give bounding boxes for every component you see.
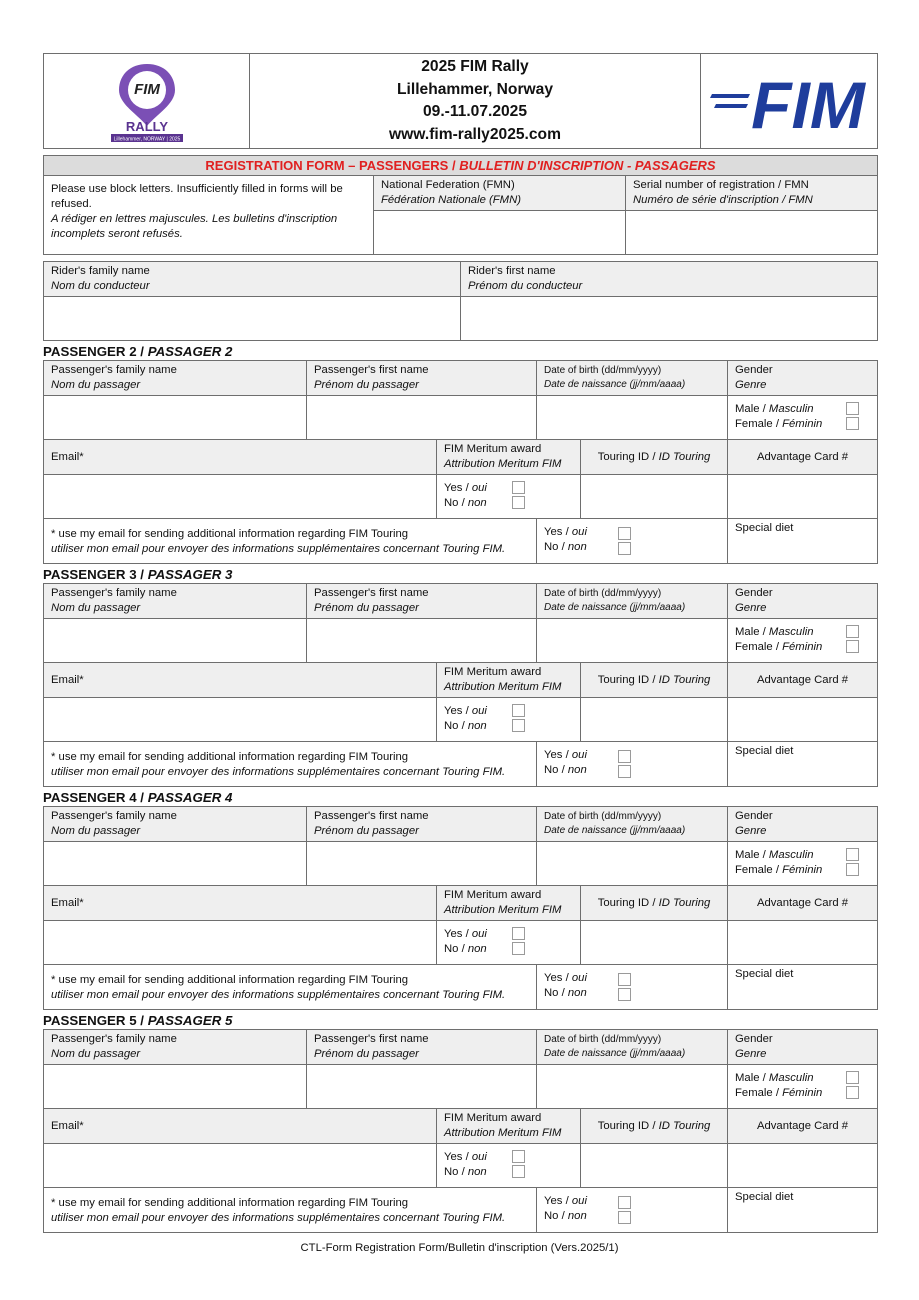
form-title: REGISTRATION FORM – PASSENGERS / BULLETIN D'INSCRIPTION - PASSAGERS bbox=[44, 156, 878, 176]
rally-logo-cell bbox=[44, 54, 250, 149]
fim-logo bbox=[701, 57, 877, 145]
passenger-table bbox=[43, 806, 878, 1010]
date-of-birth-field[interactable] bbox=[537, 842, 728, 886]
passenger-family-name-label: Passenger's family name Nom du passager bbox=[44, 807, 307, 842]
advantage-card-label: Advantage Card # bbox=[728, 663, 878, 698]
consent-no-checkbox[interactable] bbox=[618, 988, 631, 1001]
event-location: Lillehammer, Norway bbox=[397, 80, 553, 98]
advantage-card-field[interactable] bbox=[728, 698, 878, 742]
touring-id-field[interactable] bbox=[581, 921, 728, 965]
passenger-first-name-label: Passenger's first name Prénom du passager bbox=[307, 584, 537, 619]
passenger-table bbox=[43, 583, 878, 787]
special-diet-field[interactable] bbox=[728, 742, 878, 787]
meritum-award-label: FIM Meritum award Attribution Meritum FIM bbox=[437, 440, 581, 475]
special-diet-field[interactable] bbox=[728, 1188, 878, 1233]
email-label: Email* bbox=[44, 663, 437, 698]
special-diet-field[interactable] bbox=[728, 519, 878, 564]
male-checkbox[interactable] bbox=[846, 1071, 859, 1084]
female-checkbox[interactable] bbox=[846, 417, 859, 430]
passenger-family-name-field[interactable] bbox=[44, 396, 307, 440]
female-checkbox[interactable] bbox=[846, 863, 859, 876]
instructions-en: Please use block letters. Insufficiently filled in forms will be refused. bbox=[51, 183, 343, 210]
gender-options: Male / Masculin Female / Féminin bbox=[728, 842, 878, 886]
email-consent-options: Yes / oui No / non bbox=[537, 1188, 728, 1233]
special-diet-field[interactable] bbox=[728, 965, 878, 1010]
touring-id-field[interactable] bbox=[581, 1144, 728, 1188]
advantage-card-label: Advantage Card # bbox=[728, 886, 878, 921]
gender-label: Gender Genre bbox=[728, 807, 878, 842]
meritum-yes-checkbox[interactable] bbox=[512, 1150, 525, 1163]
meritum-no-checkbox[interactable] bbox=[512, 942, 525, 955]
meritum-yes-checkbox[interactable] bbox=[512, 704, 525, 717]
date-of-birth-field[interactable] bbox=[537, 396, 728, 440]
meritum-award-options: Yes / oui No / non bbox=[437, 1144, 581, 1188]
passenger-family-name-field[interactable] bbox=[44, 619, 307, 663]
touring-id-field[interactable] bbox=[581, 475, 728, 519]
passenger-first-name-field[interactable] bbox=[307, 619, 537, 663]
meritum-award-options: Yes / oui No / non bbox=[437, 921, 581, 965]
email-field[interactable] bbox=[44, 698, 437, 742]
email-field[interactable] bbox=[44, 921, 437, 965]
consent-no-checkbox[interactable] bbox=[618, 542, 631, 555]
email-label: Email* bbox=[44, 886, 437, 921]
consent-no-checkbox[interactable] bbox=[618, 1211, 631, 1224]
passengers-container bbox=[43, 343, 877, 1233]
passenger-heading: PASSENGER 2 / PASSAGER 2 bbox=[43, 344, 233, 359]
advantage-card-field[interactable] bbox=[728, 921, 878, 965]
meritum-no-checkbox[interactable] bbox=[512, 1165, 525, 1178]
serial-number-label: Serial number of registration / FMN Numéro de série d'inscription / FMN bbox=[626, 176, 878, 211]
touring-id-label: Touring ID / ID Touring bbox=[581, 663, 728, 698]
passenger-family-name-label: Passenger's family name Nom du passager bbox=[44, 1030, 307, 1065]
svg-text:Lillehammer, NORWAY | 2025: Lillehammer, NORWAY | 2025 bbox=[113, 136, 180, 142]
male-checkbox[interactable] bbox=[846, 625, 859, 638]
header-table bbox=[43, 53, 878, 149]
registration-info-table bbox=[43, 155, 878, 255]
passenger-first-name-label: Passenger's first name Prénom du passager bbox=[307, 1030, 537, 1065]
special-diet-label: Special diet bbox=[735, 968, 794, 980]
special-diet-label: Special diet bbox=[735, 1191, 794, 1203]
event-name: 2025 FIM Rally bbox=[421, 58, 529, 75]
passenger-family-name-field[interactable] bbox=[44, 1065, 307, 1109]
consent-yes-checkbox[interactable] bbox=[618, 750, 631, 763]
gender-options: Male / Masculin Female / Féminin bbox=[728, 396, 878, 440]
svg-text:RALLY: RALLY bbox=[125, 119, 168, 134]
passenger-first-name-field[interactable] bbox=[307, 396, 537, 440]
advantage-card-field[interactable] bbox=[728, 1144, 878, 1188]
svg-text:FIM: FIM bbox=[133, 81, 160, 98]
consent-yes-checkbox[interactable] bbox=[618, 527, 631, 540]
rider-first-name-field[interactable] bbox=[461, 297, 878, 341]
email-consent-options: Yes / oui No / non bbox=[537, 519, 728, 564]
instructions bbox=[44, 176, 374, 255]
meritum-no-checkbox[interactable] bbox=[512, 496, 525, 509]
gender-label: Gender Genre bbox=[728, 584, 878, 619]
passenger-first-name-field[interactable] bbox=[307, 1065, 537, 1109]
passenger-table bbox=[43, 360, 878, 564]
passenger-table bbox=[43, 1029, 878, 1233]
fim-logo-cell bbox=[701, 54, 878, 149]
footer: CTL-Form Registration Form/Bulletin d'inscription (Vers.2025/1) bbox=[300, 1242, 619, 1254]
event-website[interactable]: www.fim-rally2025.com bbox=[389, 125, 561, 143]
touring-id-label: Touring ID / ID Touring bbox=[581, 886, 728, 921]
passenger-heading: PASSENGER 5 / PASSAGER 5 bbox=[43, 1013, 233, 1028]
meritum-award-options: Yes / oui No / non bbox=[437, 475, 581, 519]
date-of-birth-field[interactable] bbox=[537, 619, 728, 663]
email-label: Email* bbox=[44, 440, 437, 475]
gender-label: Gender Genre bbox=[728, 1030, 878, 1065]
rider-family-name-label: Rider's family name Nom du conducteur bbox=[44, 262, 461, 297]
event-title bbox=[250, 54, 701, 149]
passenger-section bbox=[43, 343, 877, 564]
consent-yes-checkbox[interactable] bbox=[618, 973, 631, 986]
meritum-award-label: FIM Meritum award Attribution Meritum FIM bbox=[437, 663, 581, 698]
email-consent-text: * use my email for sending additional information regarding FIM Touring utiliser mon email pour envoyer des informations supplémentaires concernant Touring FIM. bbox=[44, 965, 537, 1010]
federation-label: National Federation (FMN) Fédération Nationale (FMN) bbox=[374, 176, 626, 211]
rally-pin-icon bbox=[107, 60, 187, 142]
date-of-birth-label: Date of birth (dd/mm/yyyy) Date de naissance (jj/mm/aaaa) bbox=[537, 1030, 728, 1065]
passenger-family-name-field[interactable] bbox=[44, 842, 307, 886]
touring-id-label: Touring ID / ID Touring bbox=[581, 1109, 728, 1144]
consent-yes-checkbox[interactable] bbox=[618, 1196, 631, 1209]
date-of-birth-label: Date of birth (dd/mm/yyyy) Date de naissance (jj/mm/aaaa) bbox=[537, 361, 728, 396]
email-label: Email* bbox=[44, 1109, 437, 1144]
gender-options: Male / Masculin Female / Féminin bbox=[728, 1065, 878, 1109]
passenger-section bbox=[43, 1012, 877, 1233]
meritum-award-label: FIM Meritum award Attribution Meritum FIM bbox=[437, 1109, 581, 1144]
passenger-family-name-label: Passenger's family name Nom du passager bbox=[44, 361, 307, 396]
advantage-card-label: Advantage Card # bbox=[728, 440, 878, 475]
email-consent-options: Yes / oui No / non bbox=[537, 742, 728, 787]
female-checkbox[interactable] bbox=[846, 1086, 859, 1099]
passenger-first-name-field[interactable] bbox=[307, 842, 537, 886]
rider-family-name-field[interactable] bbox=[44, 297, 461, 341]
meritum-yes-checkbox[interactable] bbox=[512, 481, 525, 494]
svg-text:FIM: FIM bbox=[751, 70, 865, 132]
email-consent-text: * use my email for sending additional information regarding FIM Touring utiliser mon email pour envoyer des informations supplémentaires concernant Touring FIM. bbox=[44, 519, 537, 564]
serial-number-field[interactable] bbox=[626, 211, 878, 255]
rider-table bbox=[43, 261, 878, 341]
federation-field[interactable] bbox=[374, 211, 626, 255]
female-checkbox[interactable] bbox=[846, 640, 859, 653]
meritum-no-checkbox[interactable] bbox=[512, 719, 525, 732]
email-field[interactable] bbox=[44, 1144, 437, 1188]
date-of-birth-label: Date of birth (dd/mm/yyyy) Date de naissance (jj/mm/aaaa) bbox=[537, 584, 728, 619]
meritum-award-options: Yes / oui No / non bbox=[437, 698, 581, 742]
meritum-award-label: FIM Meritum award Attribution Meritum FIM bbox=[437, 886, 581, 921]
touring-id-field[interactable] bbox=[581, 698, 728, 742]
male-checkbox[interactable] bbox=[846, 402, 859, 415]
passenger-first-name-label: Passenger's first name Prénom du passager bbox=[307, 361, 537, 396]
event-dates: 09.-11.07.2025 bbox=[422, 103, 528, 120]
passenger-heading: PASSENGER 4 / PASSAGER 4 bbox=[43, 790, 233, 805]
passenger-section bbox=[43, 566, 877, 787]
email-consent-options: Yes / oui No / non bbox=[537, 965, 728, 1010]
passenger-section bbox=[43, 789, 877, 1010]
passenger-first-name-label: Passenger's first name Prénom du passager bbox=[307, 807, 537, 842]
passenger-family-name-label: Passenger's family name Nom du passager bbox=[44, 584, 307, 619]
email-field[interactable] bbox=[44, 475, 437, 519]
male-checkbox[interactable] bbox=[846, 848, 859, 861]
touring-id-label: Touring ID / ID Touring bbox=[581, 440, 728, 475]
passenger-heading: PASSENGER 3 / PASSAGER 3 bbox=[43, 567, 233, 582]
email-consent-text: * use my email for sending additional information regarding FIM Touring utiliser mon email pour envoyer des informations supplémentaires concernant Touring FIM. bbox=[44, 1188, 537, 1233]
special-diet-label: Special diet bbox=[735, 745, 794, 757]
advantage-card-label: Advantage Card # bbox=[728, 1109, 878, 1144]
instructions-fr: A rédiger en lettres majuscules. Les bulletins d'inscription incomplets seront refusés. bbox=[51, 213, 338, 240]
fim-logo-icon bbox=[710, 70, 868, 132]
email-consent-text: * use my email for sending additional information regarding FIM Touring utiliser mon email pour envoyer des informations supplémentaires concernant Touring FIM. bbox=[44, 742, 537, 787]
consent-no-checkbox[interactable] bbox=[618, 765, 631, 778]
date-of-birth-field[interactable] bbox=[537, 1065, 728, 1109]
special-diet-label: Special diet bbox=[735, 522, 794, 534]
meritum-yes-checkbox[interactable] bbox=[512, 927, 525, 940]
gender-options: Male / Masculin Female / Féminin bbox=[728, 619, 878, 663]
fim-rally-logo bbox=[44, 57, 249, 145]
advantage-card-field[interactable] bbox=[728, 475, 878, 519]
gender-label: Gender Genre bbox=[728, 361, 878, 396]
date-of-birth-label: Date of birth (dd/mm/yyyy) Date de naissance (jj/mm/aaaa) bbox=[537, 807, 728, 842]
rider-first-name-label: Rider's first name Prénom du conducteur bbox=[461, 262, 878, 297]
